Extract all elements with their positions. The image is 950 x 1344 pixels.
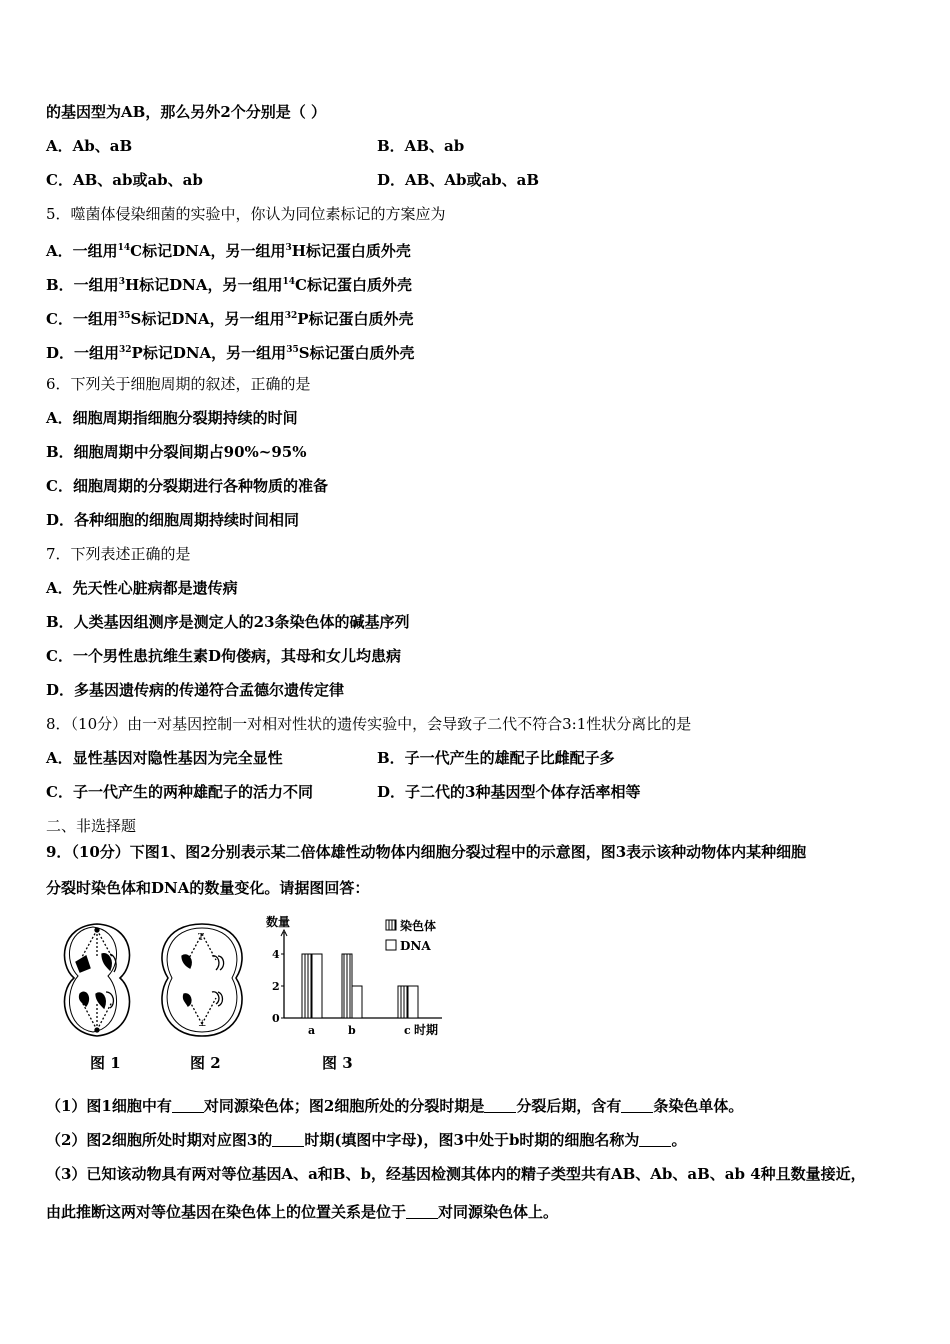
bar-chromosome-c bbox=[398, 986, 408, 1018]
answer-blank[interactable] bbox=[272, 1132, 304, 1147]
q8-option-a[interactable]: A．显性基因对隐性基因为完全显性 bbox=[46, 749, 283, 767]
y-tick-label: 0 bbox=[272, 1012, 280, 1025]
q6-option-b[interactable]: B．细胞周期中分裂间期占90%~95% bbox=[46, 443, 307, 461]
fig2-label: 图 2 bbox=[190, 1054, 221, 1072]
q9-figure-svg bbox=[52, 912, 472, 1077]
bar-chromosome-a bbox=[302, 954, 312, 1018]
fig3-label: 图 3 bbox=[322, 1054, 353, 1072]
answer-blank[interactable] bbox=[406, 1204, 438, 1219]
svg-text:T: T bbox=[198, 933, 205, 943]
svg-text:⊥: ⊥ bbox=[198, 1019, 207, 1029]
section-heading: 二、非选择题 bbox=[46, 817, 137, 835]
q4-option-c[interactable]: C．AB、ab或ab、ab bbox=[46, 171, 203, 189]
x-tick-label: b bbox=[348, 1024, 356, 1037]
bar-dna-b bbox=[352, 986, 362, 1018]
q6-option-d[interactable]: D．各种细胞的细胞周期持续时间相同 bbox=[46, 511, 300, 529]
q4-option-b[interactable]: B．AB、ab bbox=[377, 137, 465, 155]
bar-dna-a bbox=[312, 954, 322, 1018]
y-tick-label: 2 bbox=[272, 980, 280, 993]
q5-option-c[interactable]: C．一组用$^{35}$S标记DNA，另一组用$^{32}$P标记蛋白质外壳 bbox=[46, 310, 414, 328]
bar-dna-c bbox=[408, 986, 418, 1018]
q5-stem: 5．噬菌体侵染细菌的实验中，你认为同位素标记的方案应为 bbox=[46, 205, 446, 223]
legend-label: DNA bbox=[400, 939, 431, 953]
q6-option-a[interactable]: A．细胞周期指细胞分裂期持续的时间 bbox=[46, 409, 298, 427]
legend-swatch bbox=[386, 920, 396, 930]
q9-sub2: （2）图2细胞所处时期对应图3的 时期(填图中字母)，图3中处于b时期的细胞名称为 。 bbox=[46, 1131, 687, 1149]
fig3-chart bbox=[266, 914, 442, 1037]
q9-sub3-line2: 由此推断这两对等位基因在染色体上的位置关系是位于 对同源染色体上。 bbox=[46, 1203, 559, 1221]
fig2-cell-diagram bbox=[162, 924, 242, 1036]
q9-stem-line2: 分裂时染色体和DNA的数量变化。请据图回答： bbox=[46, 879, 370, 897]
x-tick-label: a bbox=[308, 1024, 316, 1037]
q7-option-c[interactable]: C．一个男性患抗维生素D佝偻病，其母和女儿均患病 bbox=[46, 647, 401, 665]
legend-swatch bbox=[386, 940, 396, 950]
fig1-cell-diagram bbox=[64, 924, 129, 1036]
q9-sub1: （1）图1细胞中有 对同源染色体；图2细胞所处的分裂时期是 分裂后期，含有 条染色单体。 bbox=[46, 1097, 744, 1115]
q4-option-a[interactable]: A．Ab、aB bbox=[46, 137, 133, 155]
q7-option-a[interactable]: A．先天性心脏病都是遗传病 bbox=[46, 579, 238, 597]
q7-option-b[interactable]: B．人类基因组测序是测定人的23条染色体的碱基序列 bbox=[46, 613, 410, 631]
q8-option-c[interactable]: C．子一代产生的两种雄配子的活力不同 bbox=[46, 783, 313, 801]
bar-chromosome-b bbox=[342, 954, 352, 1018]
y-axis-label: 数量 bbox=[266, 915, 291, 929]
q5-option-d[interactable]: D．一组用$^{32}$P标记DNA，另一组用$^{35}$S标记蛋白质外壳 bbox=[46, 344, 415, 362]
answer-blank[interactable] bbox=[639, 1132, 671, 1147]
q9-sub3-line1: （3）已知该动物具有两对等位基因A、a和B、b，经基因检测其体内的精子类型共有AB、Ab、aB、ab 4种且数量接近， bbox=[46, 1165, 866, 1183]
q8-option-d[interactable]: D．子二代的3种基因型个体存活率相等 bbox=[377, 783, 641, 801]
q7-option-d[interactable]: D．多基因遗传病的传递符合孟德尔遗传定律 bbox=[46, 681, 345, 699]
answer-blank[interactable] bbox=[621, 1098, 653, 1113]
legend-label: 染色体 bbox=[400, 919, 437, 933]
fig1-label: 图 1 bbox=[90, 1054, 121, 1072]
q4-option-d[interactable]: D．AB、Ab或ab、aB bbox=[377, 171, 540, 189]
q5-option-a[interactable]: A．一组用$^{14}$C标记DNA，另一组用$^3$H标记蛋白质外壳 bbox=[46, 242, 411, 260]
q4-stem: 的基因型为AB，那么另外2个分别是（ ） bbox=[46, 103, 326, 121]
answer-blank[interactable] bbox=[172, 1098, 204, 1113]
q5-option-b[interactable]: B．一组用$^3$H标记DNA，另一组用$^{14}$C标记蛋白质外壳 bbox=[46, 276, 412, 294]
q7-stem: 7．下列表述正确的是 bbox=[46, 545, 191, 563]
q9-figure bbox=[52, 912, 472, 1077]
x-axis-label: 时期 bbox=[414, 1023, 439, 1037]
q8-option-b[interactable]: B．子一代产生的雄配子比雌配子多 bbox=[377, 749, 615, 767]
q8-stem: 8．（10分）由一对基因控制一对相对性状的遗传实验中，会导致子二代不符合3:1性状分离比的是 bbox=[46, 715, 692, 733]
y-tick-label: 4 bbox=[272, 948, 280, 961]
q6-option-c[interactable]: C．细胞周期的分裂期进行各种物质的准备 bbox=[46, 477, 328, 495]
q9-stem-line1: 9．（10分）下图1、图2分别表示某二倍体雄性动物体内细胞分裂过程中的示意图，图3表示该种动物体内某种细胞 bbox=[46, 843, 807, 861]
q6-stem: 6．下列关于细胞周期的叙述，正确的是 bbox=[46, 375, 311, 393]
x-tick-label: c bbox=[404, 1024, 411, 1037]
answer-blank[interactable] bbox=[484, 1098, 516, 1113]
